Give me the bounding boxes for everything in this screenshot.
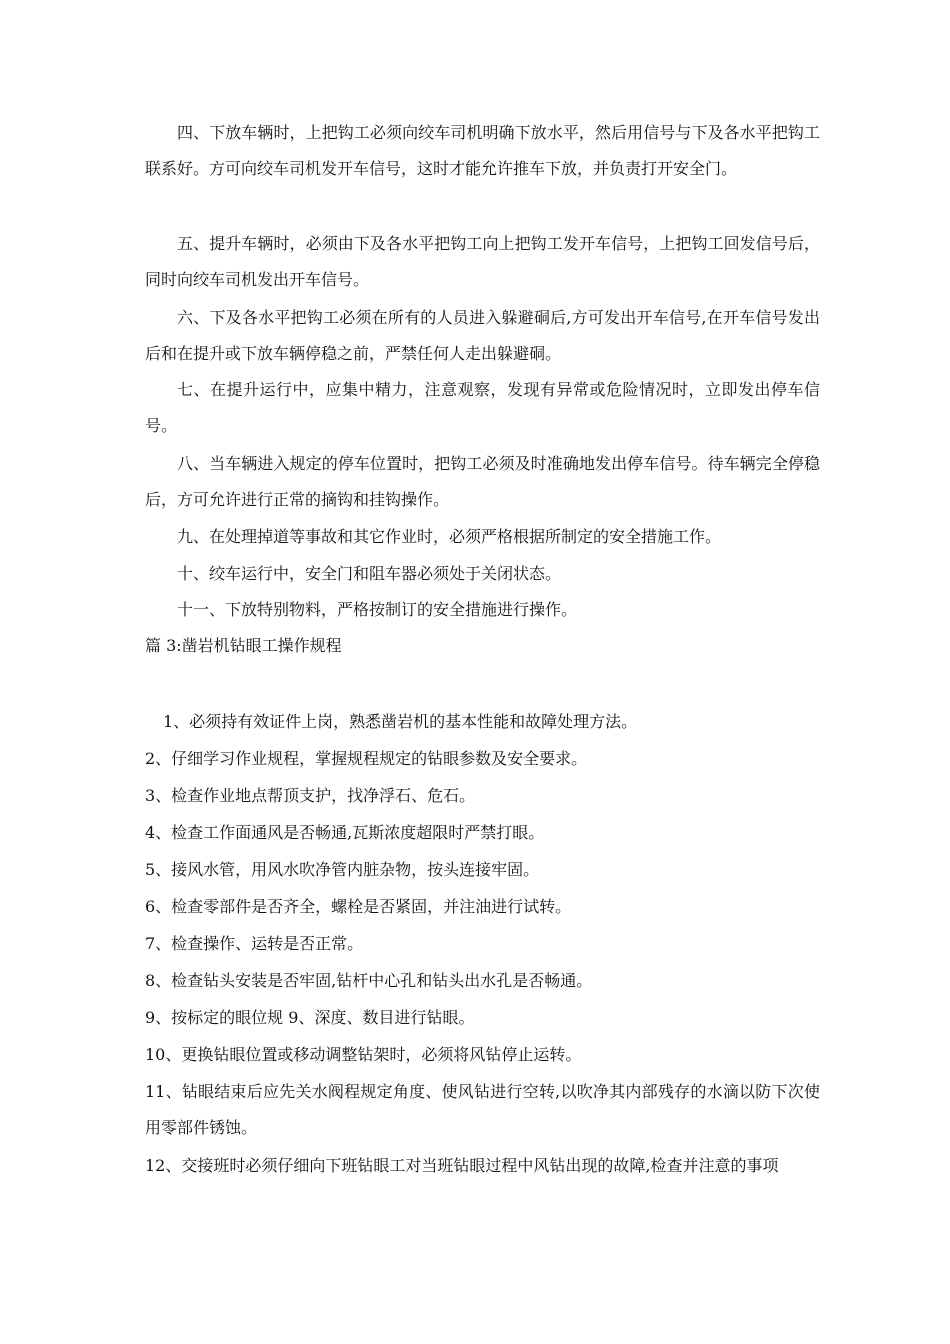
list-item-7: 7、检查操作、运转是否正常。 xyxy=(145,934,364,953)
paragraph-11: 十一、下放特别物料，严格按制订的安全措施进行操作。 xyxy=(177,600,578,619)
paragraph-4: 四、下放车辆时，上把钩工必须向绞车司机明确下放水平，然后用信号与下及各水平把钩工联系好。方可向绞车司机发开车信号，这时才能允许推车下放，并负责打开安全门。 xyxy=(145,123,820,178)
list-item-2: 2、仔细学习作业规程，掌握规程规定的钻眼参数及安全要求。 xyxy=(145,749,588,768)
list-item-9: 9、按标定的眼位规 9、深度、数目进行钻眼。 xyxy=(145,1008,475,1027)
list-item-5: 5、接风水管，用风水吹净管内脏杂物，按头连接牢固。 xyxy=(145,860,540,879)
paragraph-7: 七、在提升运行中，应集中精力，注意观察，发现有异常或危险情况时，立即发出停车信号。 xyxy=(145,380,820,435)
list-item-1: 1、必须持有效证件上岗，熟悉凿岩机的基本性能和故障处理方法。 xyxy=(163,712,638,731)
list-item-11: 11、钻眼结束后应先关水阀程规定角度、使风钻进行空转,以吹净其内部残存的水滴以防下次使用零部件锈蚀。 xyxy=(145,1082,820,1137)
paragraph-10: 十、绞车运行中，安全门和阻车器必须处于关闭状态。 xyxy=(177,564,562,583)
list-item-4: 4、检查工作面通风是否畅通,瓦斯浓度超限时严禁打眼。 xyxy=(145,823,545,842)
paragraph-8: 八、当车辆进入规定的停车位置时，把钩工必须及时准确地发出停车信号。待车辆完全停稳后，方可允许进行正常的摘钩和挂钩操作。 xyxy=(145,454,820,509)
list-item-6: 6、检查零部件是否齐全，螺栓是否紧固，并注油进行试转。 xyxy=(145,897,572,916)
list-item-8: 8、检查钻头安装是否牢固,钻杆中心孔和钻头出水孔是否畅通。 xyxy=(145,971,593,990)
list-item-3: 3、检查作业地点帮顶支护，找净浮石、危石。 xyxy=(145,786,476,805)
section-title: 篇 3:凿岩机钻眼工操作规程 xyxy=(145,636,342,655)
paragraph-5: 五、提升车辆时，必须由下及各水平把钩工向上把钩工发开车信号，上把钩工回发信号后，同时向绞车司机发出开车信号。 xyxy=(145,234,820,289)
list-item-10: 10、更换钻眼位置或移动调整钻架时，必须将风钻停止运转。 xyxy=(145,1045,582,1064)
list-item-12: 12、交接班时必须仔细向下班钻眼工对当班钻眼过程中风钻出现的故障,检查并注意的事项 xyxy=(145,1156,779,1175)
paragraph-9: 九、在处理掉道等事故和其它作业时，必须严格根据所制定的安全措施工作。 xyxy=(177,527,722,546)
paragraph-6: 六、下及各水平把钩工必须在所有的人员进入躲避硐后,方可发出开车信号,在开车信号发出后和在提升或下放车辆停稳之前，严禁任何人走出躲避硐。 xyxy=(145,308,820,363)
